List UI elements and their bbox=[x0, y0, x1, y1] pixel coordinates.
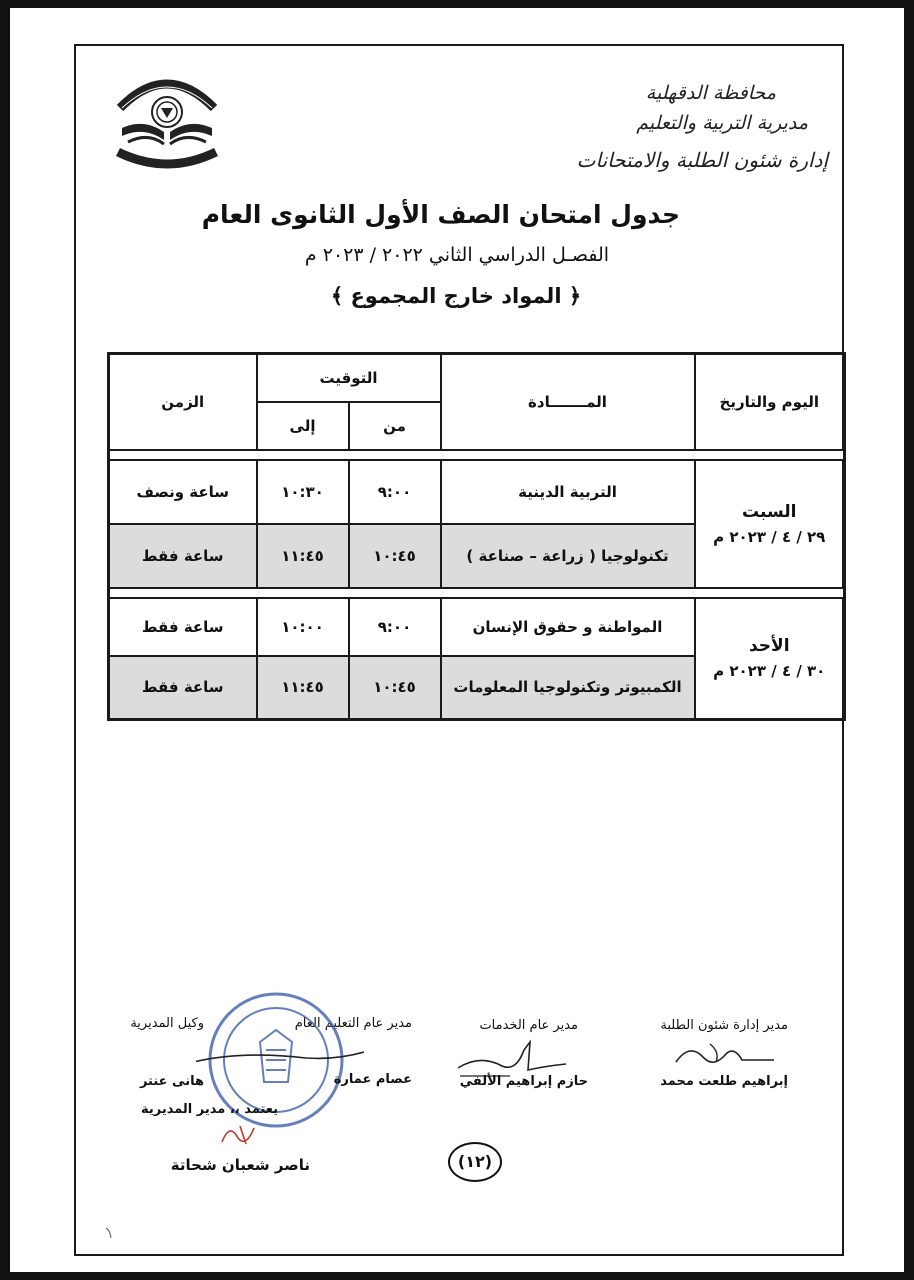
duration-cell: ساعة ونصف bbox=[109, 460, 257, 524]
day-date: ٢٩ / ٤ / ٢٠٢٣ م bbox=[713, 527, 826, 546]
subject-cell: التربية الدينية bbox=[441, 460, 695, 524]
term-subtitle: الفصـل الدراسي الثاني ٢٠٢٢ / ٢٠٢٣ م bbox=[304, 244, 610, 266]
authority-line-directorate: مديرية التربية والتعليم bbox=[636, 112, 808, 134]
from-time-cell: ١٠:٤٥ bbox=[349, 524, 441, 588]
to-time-cell: ١١:٤٥ bbox=[257, 524, 349, 588]
approval-line: يعتمد ،، مدير المديرية bbox=[140, 1102, 278, 1117]
day-cell bbox=[695, 460, 845, 588]
day-name: الأحد bbox=[748, 636, 790, 657]
day-date: ٣٠ / ٤ / ٢٠٢٣ م bbox=[713, 662, 826, 681]
to-time-cell: ١٠:٣٠ bbox=[257, 460, 349, 524]
to-time-cell: ١١:٤٥ bbox=[257, 656, 349, 720]
subjects-group-title: ﴿ المواد خارج المجموع ﴾ bbox=[330, 284, 582, 308]
from-time-cell: ٩:٠٠ bbox=[349, 460, 441, 524]
from-time-cell: ١٠:٤٥ bbox=[349, 656, 441, 720]
duration-cell: ساعة فقط bbox=[109, 524, 257, 588]
signature-title-services: مدير عام الخدمات bbox=[479, 1018, 578, 1033]
signature-name-students-affairs: إبراهيم طلعت محمد bbox=[660, 1074, 788, 1089]
table-row bbox=[109, 460, 845, 524]
signature-scribble bbox=[670, 1038, 780, 1074]
authority-line-governorate: محافظة الدقهلية bbox=[645, 82, 776, 104]
page-sheet bbox=[10, 8, 904, 1272]
header-duration: الزمن bbox=[109, 354, 257, 450]
from-time-cell: ٩:٠٠ bbox=[349, 598, 441, 656]
exam-schedule-title: جدول امتحان الصف الأول الثانوى العام bbox=[201, 200, 680, 229]
exam-schedule-table bbox=[107, 352, 846, 721]
subject-cell: المواطنة و حقوق الإنسان bbox=[441, 598, 695, 656]
header-from: من bbox=[349, 402, 441, 450]
day-name: السبت bbox=[742, 501, 797, 522]
signature-name-services: حازم إبراهيم الألفي bbox=[459, 1074, 588, 1089]
duration-cell: ساعة فقط bbox=[109, 656, 257, 720]
header-timing: التوقيت bbox=[257, 354, 441, 402]
signature-title-students-affairs: مدير إدارة شئون الطلبة bbox=[660, 1018, 788, 1033]
directorate-logo bbox=[114, 68, 220, 172]
signature-title-general-education: مدير عام التعليم العام bbox=[294, 1016, 412, 1031]
signature-name-essam: عصام عمارة bbox=[333, 1072, 412, 1087]
corner-mark bbox=[104, 1226, 114, 1240]
signature-name-hany: هانى عنتر bbox=[139, 1074, 204, 1089]
subject-cell: الكمبيوتر وتكنولوجيا المعلومات bbox=[441, 656, 695, 720]
subject-cell: تكنولوجيا ( زراعة – صناعة ) bbox=[441, 524, 695, 588]
header-to: إلى bbox=[257, 402, 349, 450]
to-time-cell: ١٠:٠٠ bbox=[257, 598, 349, 656]
authority-line-department: إدارة شئون الطلبة والامتحانات bbox=[576, 148, 828, 172]
table-row bbox=[109, 598, 845, 656]
header-subject: المـــــــادة bbox=[441, 354, 695, 450]
signature-name-director: ناصر شعبان شحاتة bbox=[170, 1156, 310, 1174]
red-initials bbox=[216, 1118, 266, 1150]
duration-cell: ساعة فقط bbox=[109, 598, 257, 656]
signature-title-deputy: وكيل المديرية bbox=[130, 1016, 204, 1031]
day-cell bbox=[695, 598, 845, 720]
header-day-date: اليوم والتاريخ bbox=[695, 354, 845, 450]
page-number: (١٢) bbox=[448, 1142, 502, 1182]
